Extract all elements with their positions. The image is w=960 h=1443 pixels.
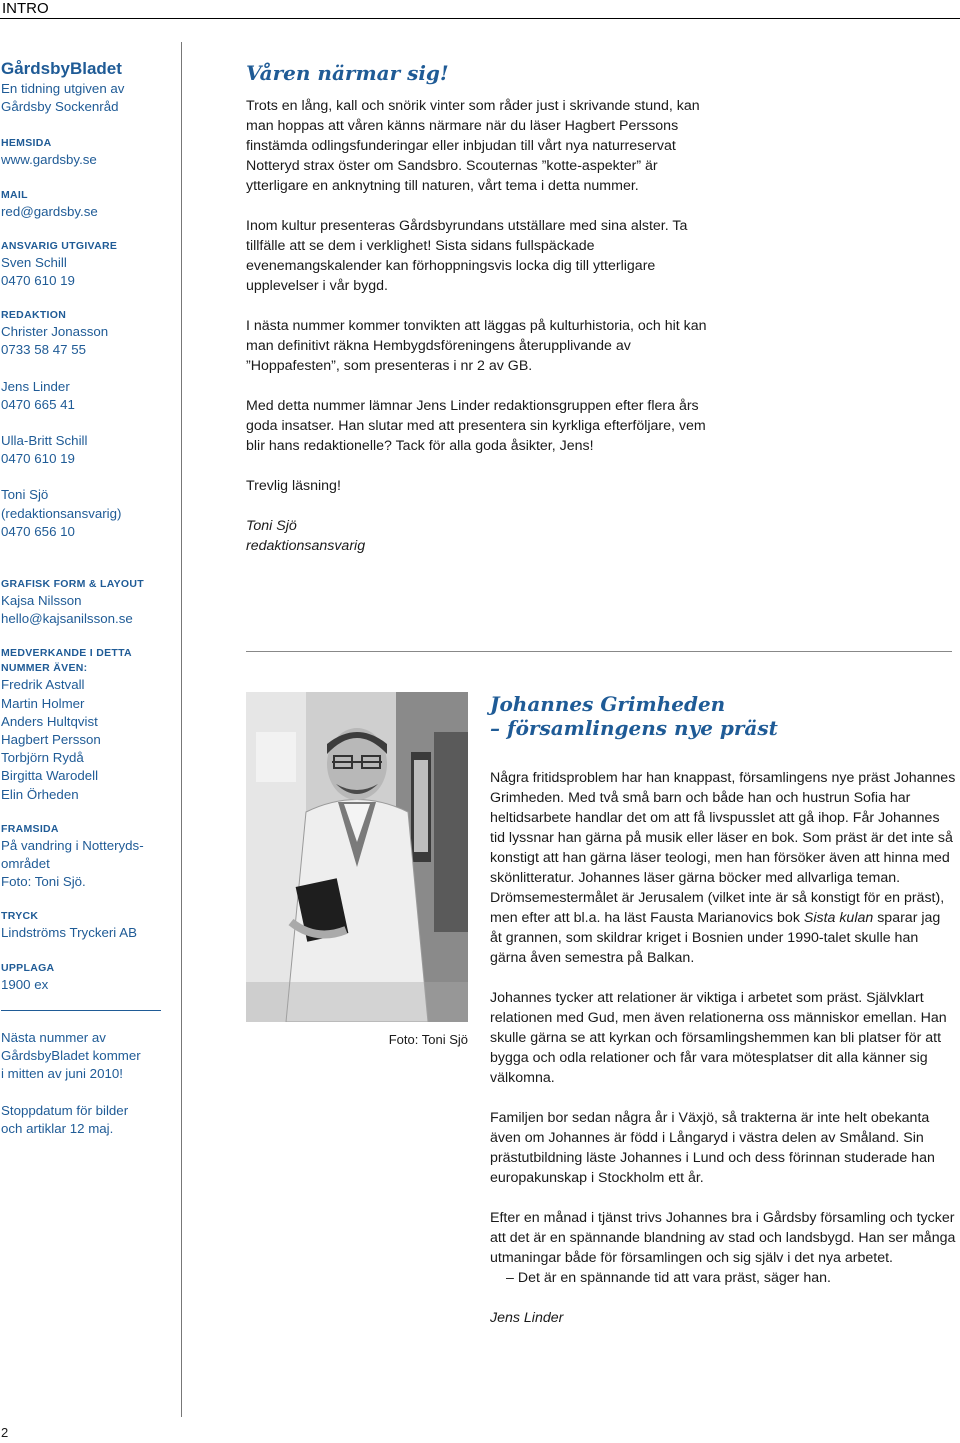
editor-role: (redaktionsansvarig) bbox=[1, 505, 122, 521]
layout-label: GRAFISK FORM & LAYOUT bbox=[1, 578, 144, 591]
editor-name: Toni Sjö bbox=[1, 487, 49, 503]
editorial-title: Våren närmar sig! bbox=[246, 61, 449, 85]
article-title-line-1: Johannes Grimheden bbox=[490, 692, 726, 716]
masthead-sidebar bbox=[1, 58, 173, 1138]
article-title bbox=[490, 692, 956, 740]
article-paragraph: Efter en månad i tjänst trivs Johannes bra i Gårdsby församling och tycker att det är en spännande blandning av stad och landsbygd. Han ser många utmaningar både för församlingen och sig själv i det nya arbetet. bbox=[490, 1210, 956, 1266]
layout-email-link[interactable]: hello@kajsanilsson.se bbox=[1, 611, 133, 627]
next-issue-note: Nästa nummer av bbox=[1, 1029, 106, 1045]
editor-name: Ulla-Britt Schill bbox=[1, 433, 88, 449]
priest-photo bbox=[246, 692, 468, 1022]
editorial-paragraph: I nästa nummer kommer tonvikten att läggas på kulturhistoria, och hit kan man definitivt räkna Hembygdsföreningens återupplivande av ”Hoppafesten”, som presenteras i nr 2 av GB. bbox=[246, 318, 707, 374]
contributor-name: Martin Holmer bbox=[1, 695, 85, 711]
printer-name: Lindströms Tryckeri AB bbox=[1, 925, 137, 941]
signature-name: Toni Sjö bbox=[246, 518, 297, 534]
cover-text: området bbox=[1, 856, 50, 872]
contributors-label: MEDVERKANDE I DETTA bbox=[1, 647, 132, 660]
contributor-name: Elin Örheden bbox=[1, 786, 79, 802]
editorial-paragraph: Trots en lång, kall och snörik vinter som råder just i skrivande stund, kan man hoppas att våren känns närmare när du läser Hagbert Perssons finstämda odlingsfunderingar eller inbjudan till vårt nya naturreservat Notteryd strax öster om Sandsbro. Scouternas ”kotte-aspekter” är ytterligare en anknytning till naturen, vårt tema i detta nummer. bbox=[246, 98, 700, 194]
contributor-name: Fredrik Astvall bbox=[1, 677, 85, 693]
editor-name: Christer Jonasson bbox=[1, 324, 109, 340]
priest-article bbox=[490, 692, 956, 1328]
article-paragraph: Johannes tycker att relationer är viktiga i arbetet som präst. Självklart relationen med Gud, men även relationerna oss människor emellan. Han skulle gärna se att kyrkan och församlingshemmen kan bli platser för att bygga och odla relationer och får vara mötesplatser dit alla känner sig välkomna. bbox=[490, 990, 947, 1086]
article-byline: Jens Linder bbox=[490, 1310, 564, 1326]
book-title: Sista kulan bbox=[803, 910, 874, 926]
editor-phone: 0733 58 47 55 bbox=[1, 342, 87, 358]
editor-phone: 0470 665 41 bbox=[1, 396, 75, 412]
brand-name: GårdsbyBladet bbox=[1, 59, 122, 78]
signature-role: redaktionsansvarig bbox=[246, 538, 366, 554]
page-number: 2 bbox=[1, 1425, 9, 1440]
contributor-name: Birgitta Warodell bbox=[1, 768, 99, 784]
contributor-name: Anders Hultqvist bbox=[1, 713, 98, 729]
next-issue-note: GårdsbyBladet kommer bbox=[1, 1048, 141, 1064]
editor-name: Jens Linder bbox=[1, 378, 70, 394]
layout-name: Kajsa Nilsson bbox=[1, 593, 82, 609]
tagline-line-2: Gårdsby Sockenråd bbox=[1, 99, 119, 115]
tagline-line-1: En tidning utgiven av bbox=[1, 81, 125, 96]
editorial-intro bbox=[246, 60, 716, 556]
cover-text: På vandring i Notteryds- bbox=[1, 837, 144, 853]
upplaga-label: UPPLAGA bbox=[1, 961, 55, 974]
column-divider bbox=[181, 42, 182, 1417]
article-paragraph: Familjen bor sedan några år i Växjö, så trakterna är inte helt obekanta även om Johannes är född i Långaryd i västra delen av Småland. Sin prästutbildning läste Johannes i Lund och dess förinnan studerade han europakunskap i Stockholm ett år. bbox=[490, 1110, 935, 1186]
section-divider bbox=[246, 651, 952, 652]
contributor-name: Hagbert Persson bbox=[1, 732, 101, 748]
editorial-paragraph: Med detta nummer lämnar Jens Linder redaktionsgruppen efter flera års goda insatser. Han slutar med att presentera sin kyrkliga efterföljare, vem blir hans redaktionelle? Tack för alla goda åsikter, Jens! bbox=[246, 398, 706, 454]
priest-portrait-image bbox=[246, 692, 468, 1022]
tryck-label: TRYCK bbox=[1, 910, 39, 923]
redaktion-label: REDAKTION bbox=[1, 309, 67, 322]
section-label: INTRO bbox=[2, 0, 49, 17]
next-issue-note: i mitten av juni 2010! bbox=[1, 1066, 123, 1082]
editorial-closing: Trevlig läsning! bbox=[246, 478, 341, 494]
editor-phone: 0470 656 10 bbox=[1, 523, 75, 539]
editor-phone: 0470 610 19 bbox=[1, 451, 75, 467]
utgivare-label: ANSVARIG UTGIVARE bbox=[1, 239, 118, 252]
email-link[interactable]: red@gardsby.se bbox=[1, 203, 98, 219]
section-header bbox=[0, 0, 960, 19]
contributors-list bbox=[1, 676, 173, 803]
contributors-label: NUMMER ÄVEN: bbox=[1, 662, 88, 675]
cover-photo-credit: Foto: Toni Sjö. bbox=[1, 874, 86, 890]
mail-label: MAIL bbox=[1, 188, 28, 201]
framsida-label: FRAMSIDA bbox=[1, 822, 59, 835]
article-title-line-2: – församlingens nye präst bbox=[490, 716, 778, 740]
article-paragraph bbox=[490, 768, 956, 968]
photo-caption: Foto: Toni Sjö bbox=[388, 1032, 468, 1047]
deadline-note: och artiklar 12 maj. bbox=[1, 1120, 114, 1136]
deadline-note: Stoppdatum för bilder bbox=[1, 1102, 129, 1118]
article-text: sparar jag åt grannen, som skildrar kriget i Bosnien under 1990-talet skulle han gärna åven semestra på Balkan. bbox=[490, 910, 941, 966]
contributor-name: Torbjörn Rydå bbox=[1, 750, 84, 766]
hemsida-label: HEMSIDA bbox=[1, 137, 52, 150]
utgivare-name: Sven Schill bbox=[1, 254, 67, 270]
editorial-paragraph: Inom kultur presenteras Gårdsbyrundans utställare med sina alster. Ta tillfälle att se dem i verklighet! Sista sidans fullspäckade evenemangskalender kan förhoppningsvis locka dig till ytterligare upplevelser i vår bygd. bbox=[246, 218, 688, 294]
website-link[interactable]: www.gardsby.se bbox=[1, 152, 97, 168]
utgivare-phone: 0470 610 19 bbox=[1, 273, 75, 289]
circulation: 1900 ex bbox=[1, 976, 49, 992]
article-text: Några fritidsproblem har han knappast, församlingens nye präst Johannes Grimheden. Med två små barn och både han och hustrun Sofia har heltidsarbete handlar det om att få livspusslet att gå ihop. Får Johannes tid lyssnar han gärna på musik eller läser en bok. Som präst är det inte så konstigt att han gärna läser teologi, men han försöker även att hinna med skönlitteratur. Johannes läser gärna böcker med allvarliga teman. Drömsemestermålet är Jerusalem (vilket inte är så konstigt för en präst), men efter att bl.a. ha läst Fausta Marianovics bok bbox=[490, 770, 956, 926]
article-quote: – Det är en spännande tid att vara präst, säger han. bbox=[506, 1270, 831, 1286]
